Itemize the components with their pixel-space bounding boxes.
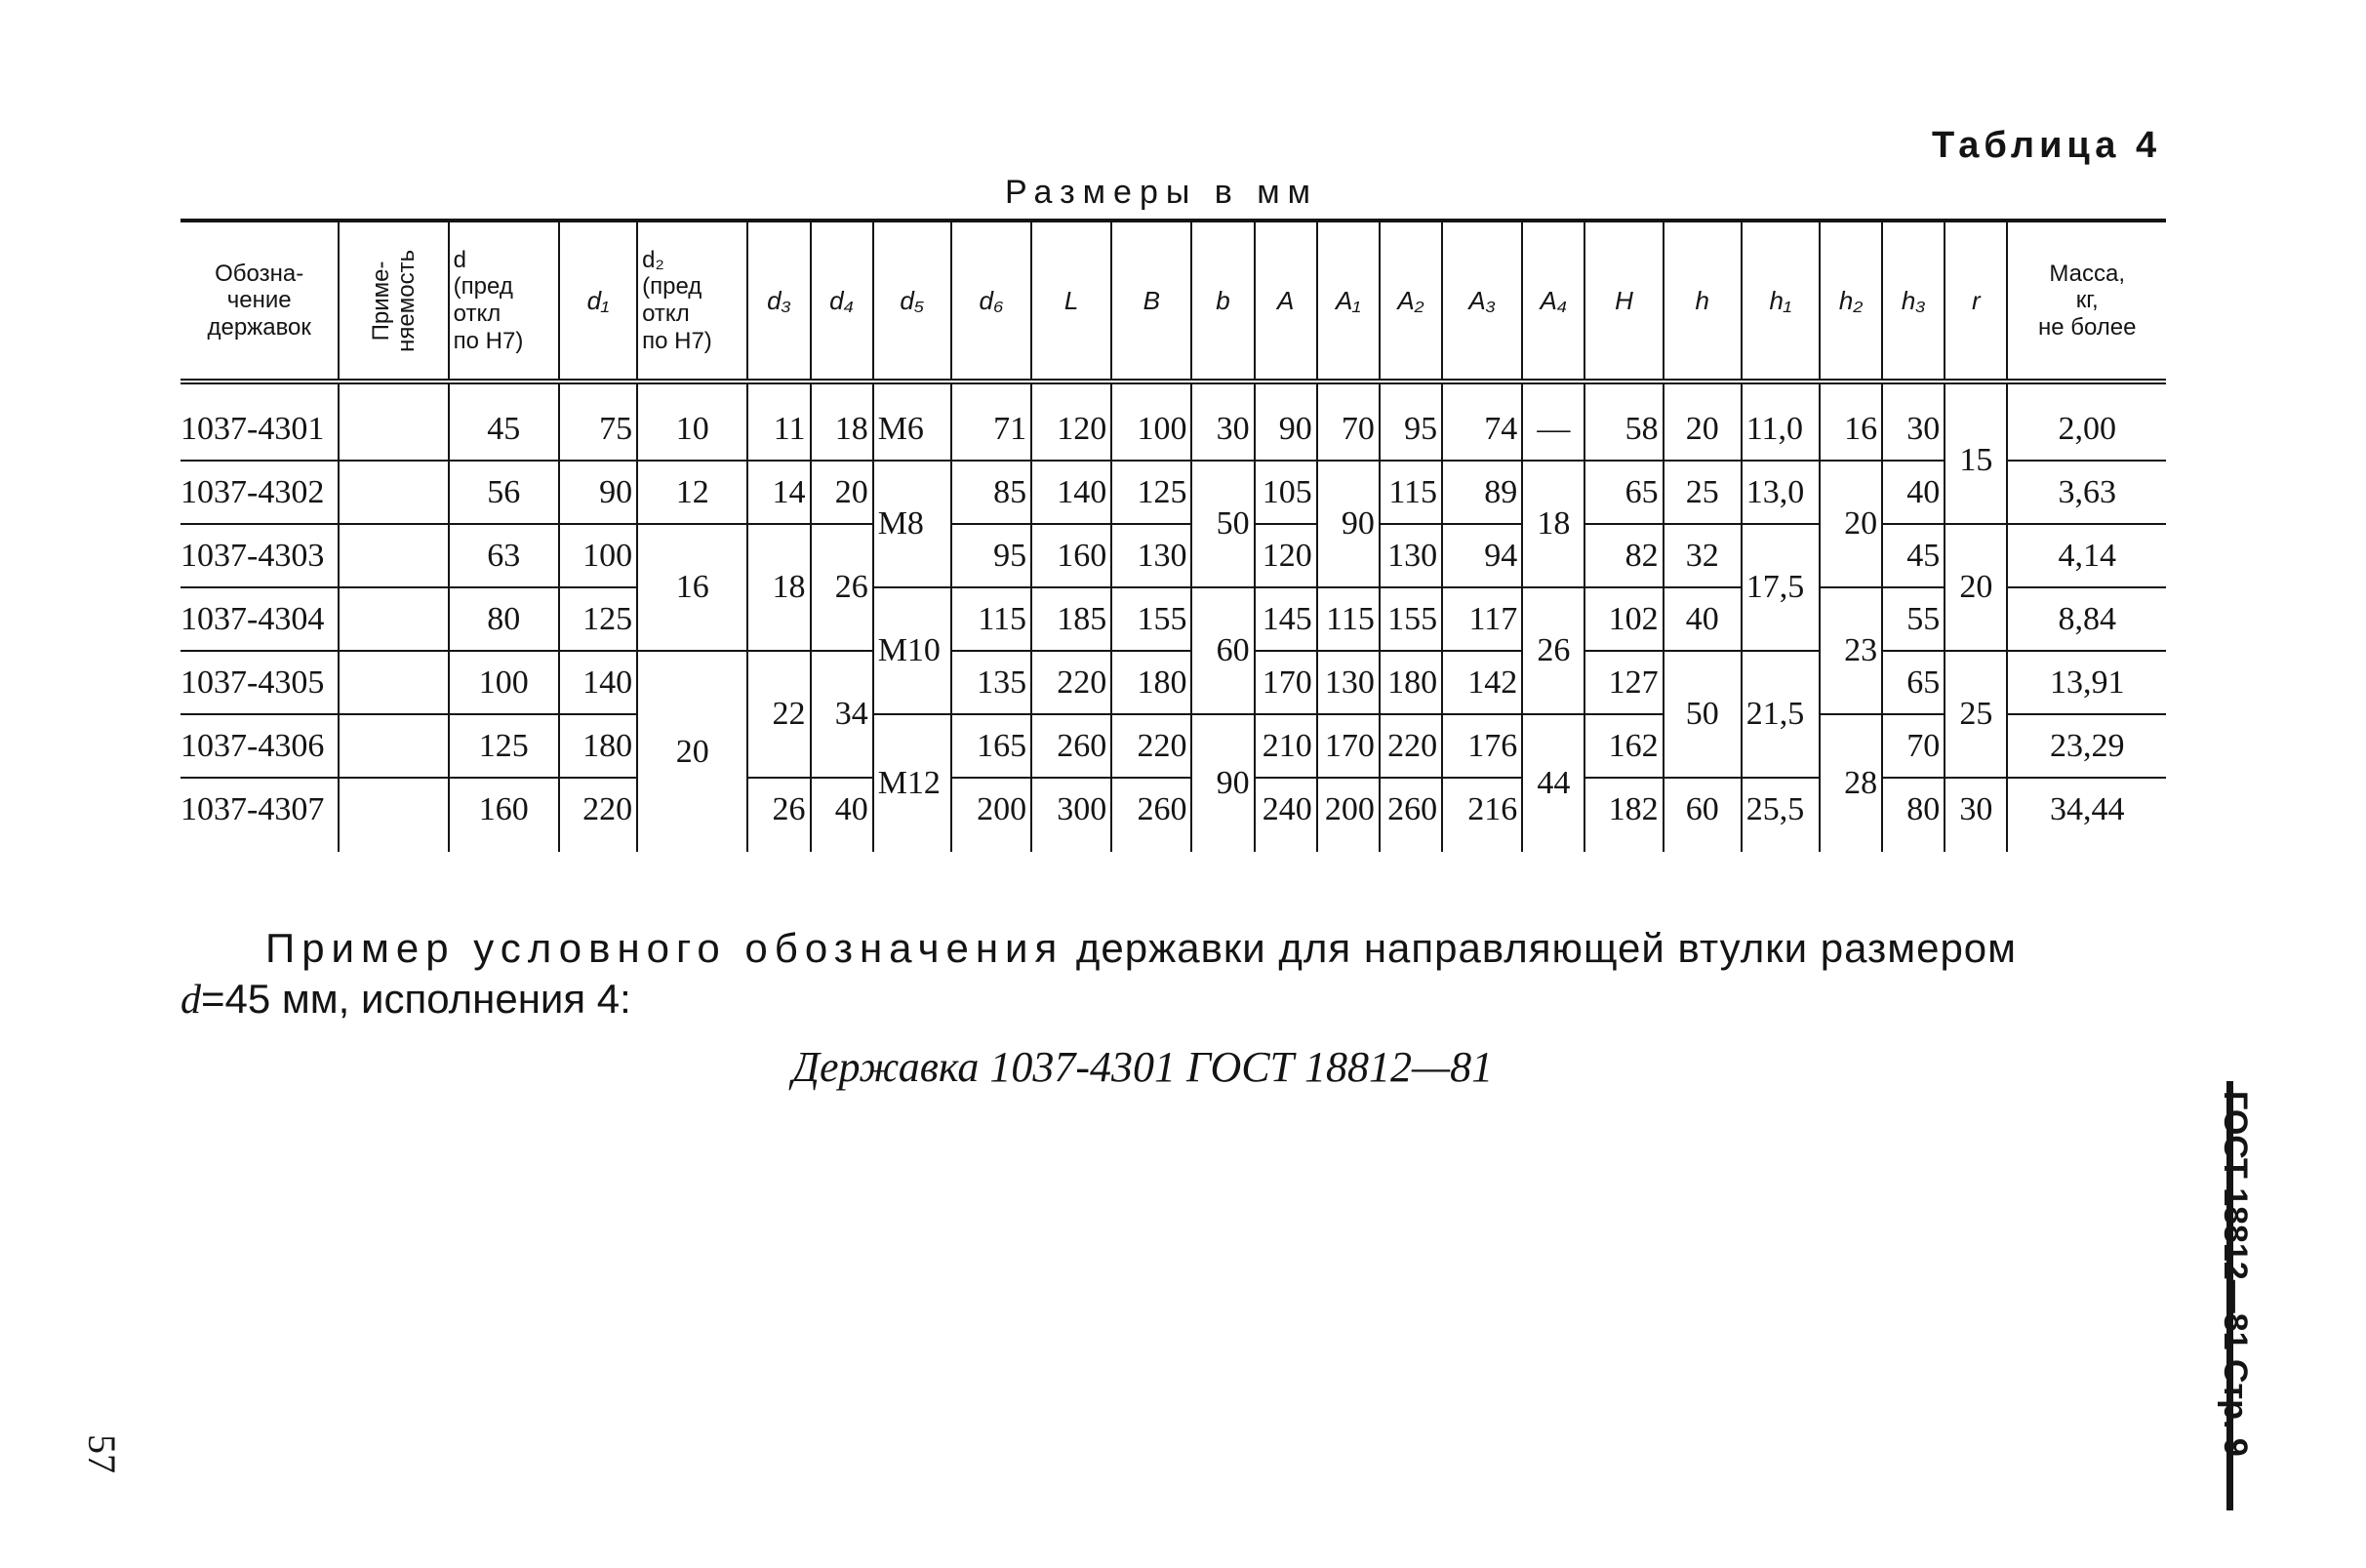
A-cell: 120 [1255,524,1317,587]
h-cell: 40 [1664,587,1742,651]
d1-cell: 140 [559,651,637,714]
A-cell: 105 [1255,461,1317,524]
mass-cell: 3,63 [2007,461,2166,524]
r-cell: 20 [1945,524,2007,651]
side-header: ГОСТ 18812—81 Стр. 9 [2217,1091,2254,1457]
mass-cell: 34,44 [2007,778,2166,852]
header-h: h [1664,221,1742,382]
d-cell: 100 [449,651,559,714]
d4-cell: 26 [811,524,873,651]
B-cell: 180 [1111,651,1191,714]
h3-cell: 30 [1882,382,1945,461]
h3-cell: 45 [1882,524,1945,587]
applicability-cell [339,382,448,461]
d1-cell: 220 [559,778,637,852]
header-H: H [1584,221,1663,382]
table-title: Таблица 4 [1932,125,2162,166]
A3-cell: 117 [1442,587,1522,651]
d3-cell: 14 [747,461,810,524]
b-cell: 90 [1191,714,1254,852]
b-cell: 60 [1191,587,1254,714]
A3-cell: 176 [1442,714,1522,778]
applicability-cell [339,778,448,852]
H-cell: 82 [1584,524,1663,587]
header-L: L [1031,221,1111,382]
d6-cell: 115 [951,587,1031,651]
H-cell: 127 [1584,651,1663,714]
example-text-line1 [265,925,2017,972]
designation-example: Державка 1037-4301 ГОСТ 18812—81 [792,1043,1494,1091]
A4-cell: 44 [1522,714,1584,852]
h3-cell: 70 [1882,714,1945,778]
h1-cell: 17,5 [1742,524,1820,651]
designation-cell: 1037-4305 [180,651,339,714]
header-r: r [1945,221,2007,382]
h1-cell: 13,0 [1742,461,1820,524]
mass-cell: 8,84 [2007,587,2166,651]
A3-cell: 94 [1442,524,1522,587]
header-B: B [1111,221,1191,382]
h-cell: 32 [1664,524,1742,587]
header-applicability [339,221,448,382]
header-mass: Масса, кг, не более [2007,221,2166,382]
L-cell: 300 [1031,778,1111,852]
A3-cell: 142 [1442,651,1522,714]
H-cell: 58 [1584,382,1663,461]
H-cell: 182 [1584,778,1663,852]
A2-cell: 220 [1380,714,1442,778]
header-A2: A₂ [1380,221,1442,382]
h3-cell: 55 [1882,587,1945,651]
applicability-cell [339,461,448,524]
mass-cell: 23,29 [2007,714,2166,778]
header-A: A [1255,221,1317,382]
example-text-line2 [180,976,631,1024]
h-cell: 25 [1664,461,1742,524]
d3-cell: 26 [747,778,810,852]
d4-cell: 18 [811,382,873,461]
page-number: 57 [80,1434,124,1473]
A2-cell: 95 [1380,382,1442,461]
d-cell: 160 [449,778,559,852]
d-cell: 45 [449,382,559,461]
A2-cell: 180 [1380,651,1442,714]
A1-cell: 70 [1317,382,1380,461]
example-rest-phrase: державки для направляющей втулки размером [1063,925,2018,971]
A4-cell: 26 [1522,587,1584,714]
d1-cell: 90 [559,461,637,524]
applicability-cell [339,524,448,587]
h-cell: 20 [1664,382,1742,461]
B-cell: 125 [1111,461,1191,524]
units-caption: Размеры в мм [1005,174,1319,211]
d5-cell: М10 [873,587,951,714]
A2-cell: 260 [1380,778,1442,852]
d4-cell: 34 [811,651,873,778]
A-cell: 170 [1255,651,1317,714]
d-cell: 80 [449,587,559,651]
H-cell: 162 [1584,714,1663,778]
h2-cell: 28 [1820,714,1882,852]
designation-cell: 1037-4304 [180,587,339,651]
d6-cell: 71 [951,382,1031,461]
A-cell: 90 [1255,382,1317,461]
header-A3: A₃ [1442,221,1522,382]
H-cell: 102 [1584,587,1663,651]
d6-cell: 85 [951,461,1031,524]
header-A4: A₄ [1522,221,1584,382]
d2-cell: 10 [637,382,747,461]
A3-cell: 216 [1442,778,1522,852]
A3-cell: 74 [1442,382,1522,461]
d5-cell: М6 [873,382,951,461]
header-d5: d₅ [873,221,951,382]
applicability-cell [339,714,448,778]
d1-cell: 125 [559,587,637,651]
b-cell: 50 [1191,461,1254,587]
header-applicability-label: Приме- няемость [368,249,421,352]
h3-cell: 80 [1882,778,1945,852]
header-designation: Обозна- чение державок [180,221,339,382]
L-cell: 185 [1031,587,1111,651]
B-cell: 220 [1111,714,1191,778]
h1-cell: 11,0 [1742,382,1820,461]
d1-cell: 180 [559,714,637,778]
A3-cell: 89 [1442,461,1522,524]
d-cell: 56 [449,461,559,524]
d-cell: 63 [449,524,559,587]
L-cell: 220 [1031,651,1111,714]
A-cell: 240 [1255,778,1317,852]
dimensions-table [180,219,2166,852]
d3-cell: 18 [747,524,810,651]
A1-cell: 115 [1317,587,1380,651]
h3-cell: 40 [1882,461,1945,524]
h2-cell: 23 [1820,587,1882,714]
d3-cell: 11 [747,382,810,461]
A1-cell: 90 [1317,461,1380,587]
L-cell: 140 [1031,461,1111,524]
h1-cell: 21,5 [1742,651,1820,778]
L-cell: 260 [1031,714,1111,778]
B-cell: 100 [1111,382,1191,461]
d2-cell: 20 [637,651,747,852]
header-d4: d₄ [811,221,873,382]
designation-cell: 1037-4303 [180,524,339,587]
A-cell: 210 [1255,714,1317,778]
r-cell: 25 [1945,651,2007,778]
applicability-cell [339,587,448,651]
table-row [180,587,2166,651]
designation-cell: 1037-4306 [180,714,339,778]
r-cell: 15 [1945,382,2007,524]
B-cell: 260 [1111,778,1191,852]
table-row [180,461,2166,524]
header-d2: d₂ (пред откл по Н7) [637,221,747,382]
h-cell: 50 [1664,651,1742,778]
d2-cell: 12 [637,461,747,524]
header-A1: A₁ [1317,221,1380,382]
h2-cell: 20 [1820,461,1882,587]
d6-cell: 165 [951,714,1031,778]
d6-cell: 95 [951,524,1031,587]
header-d6: d₆ [951,221,1031,382]
A2-cell: 115 [1380,461,1442,524]
h3-cell: 65 [1882,651,1945,714]
d1-cell: 100 [559,524,637,587]
d3-cell: 22 [747,651,810,778]
B-cell: 155 [1111,587,1191,651]
header-b: b [1191,221,1254,382]
mass-cell: 13,91 [2007,651,2166,714]
B-cell: 130 [1111,524,1191,587]
mass-cell: 4,14 [2007,524,2166,587]
d1-cell: 75 [559,382,637,461]
header-d3: d₃ [747,221,810,382]
example-var: d [180,978,201,1023]
A1-cell: 200 [1317,778,1380,852]
header-d: d (пред откл по Н7) [449,221,559,382]
H-cell: 65 [1584,461,1663,524]
d2-cell: 16 [637,524,747,651]
A2-cell: 130 [1380,524,1442,587]
A-cell: 145 [1255,587,1317,651]
d4-cell: 40 [811,778,873,852]
L-cell: 160 [1031,524,1111,587]
example-spaced-phrase: Пример условного обозначения [265,925,1064,971]
d5-cell: М8 [873,461,951,587]
header-h2: h₂ [1820,221,1882,382]
A2-cell: 155 [1380,587,1442,651]
d5-cell: М12 [873,714,951,852]
d4-cell: 20 [811,461,873,524]
A4-cell: 18 [1522,461,1584,587]
table-row [180,382,2166,461]
designation-cell: 1037-4302 [180,461,339,524]
A1-cell: 130 [1317,651,1380,714]
r-cell: 30 [1945,778,2007,852]
h-cell: 60 [1664,778,1742,852]
designation-cell: 1037-4301 [180,382,339,461]
L-cell: 120 [1031,382,1111,461]
d6-cell: 135 [951,651,1031,714]
table-row [180,714,2166,778]
mass-cell: 2,00 [2007,382,2166,461]
header-h1: h₁ [1742,221,1820,382]
designation-cell: 1037-4307 [180,778,339,852]
header-d1: d₁ [559,221,637,382]
A4-cell: — [1522,382,1584,461]
header-row [180,221,2166,382]
example-value: =45 мм, исполнения 4: [201,976,631,1022]
applicability-cell [339,651,448,714]
d-cell: 125 [449,714,559,778]
b-cell: 30 [1191,382,1254,461]
h1-cell: 25,5 [1742,778,1820,852]
header-h3: h₃ [1882,221,1945,382]
d6-cell: 200 [951,778,1031,852]
A1-cell: 170 [1317,714,1380,778]
h2-cell: 16 [1820,382,1882,461]
